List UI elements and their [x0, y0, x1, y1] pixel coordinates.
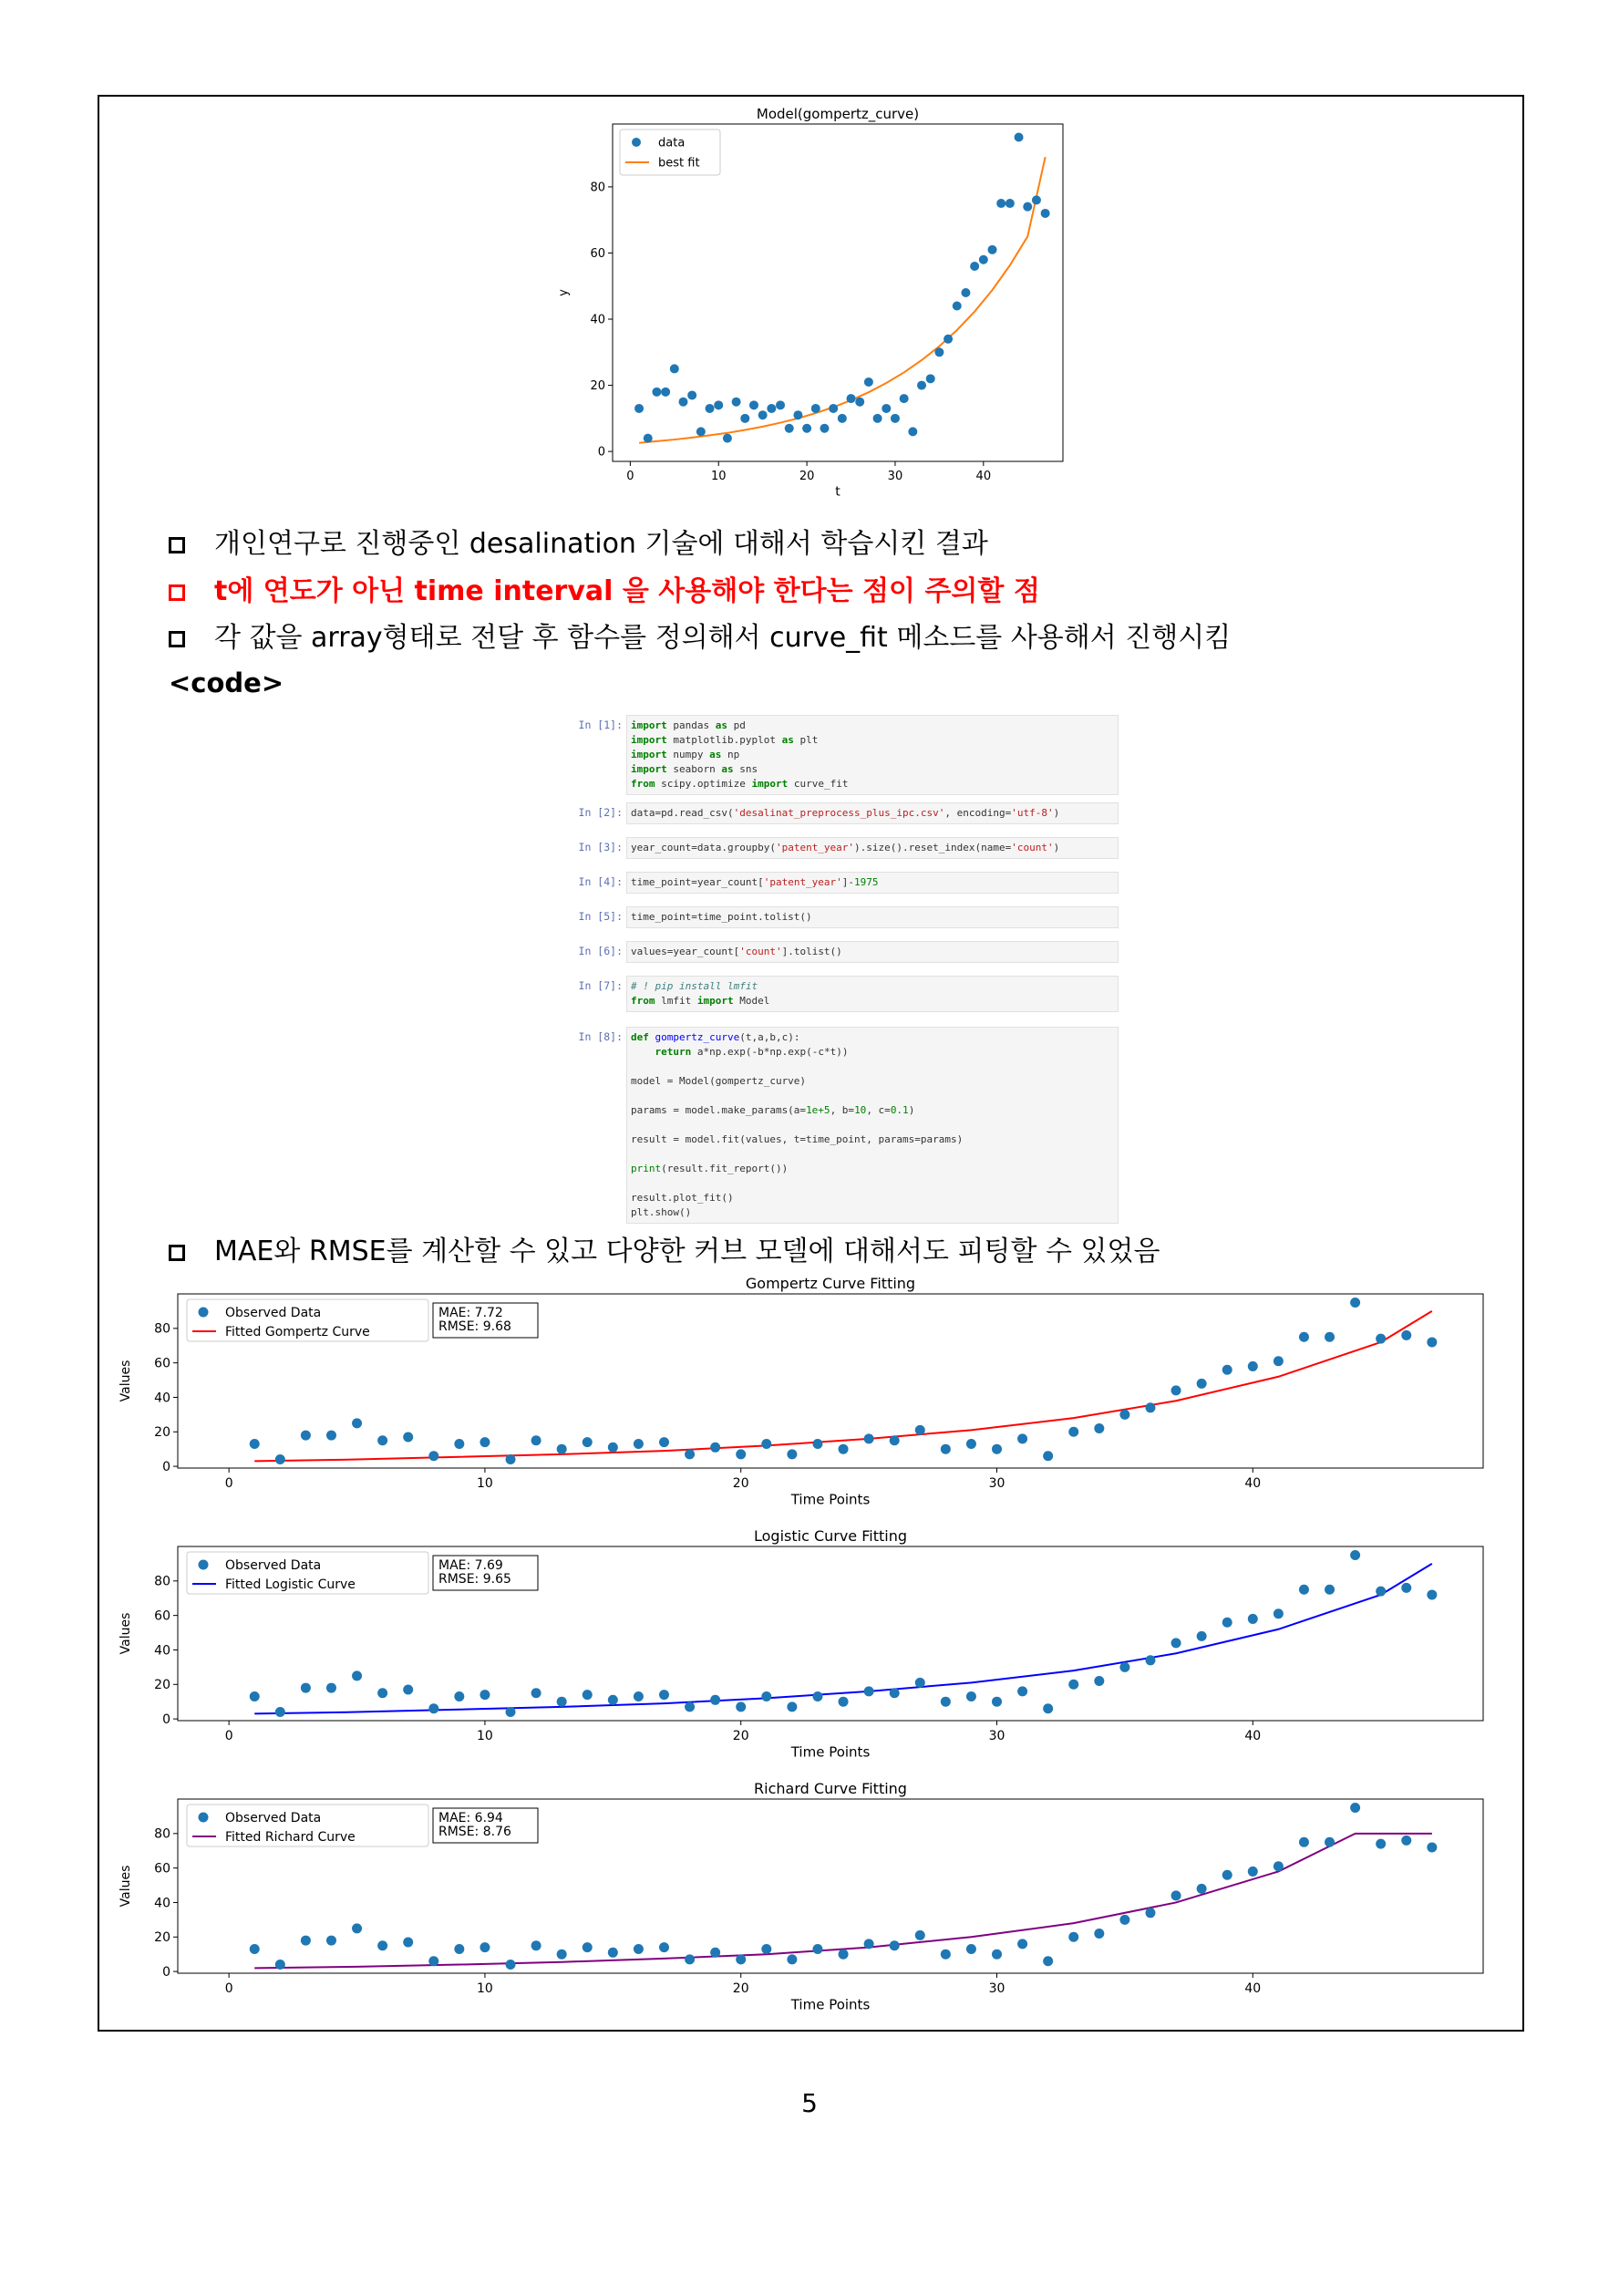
data-point	[1325, 1585, 1335, 1595]
x-tick-label: 20	[732, 1729, 749, 1743]
data-point	[326, 1936, 336, 1946]
data-point	[811, 404, 820, 413]
data-point	[988, 245, 997, 254]
cell-prompt: In [5]:	[578, 910, 623, 923]
bullet-text: MAE와 RMSE를 계산할 수 있고 다양한 커브 모델에 대해서도 피팅할 수 있었음	[214, 1236, 1160, 1267]
data-point	[890, 1688, 900, 1698]
data-point	[1017, 1433, 1027, 1443]
data-point	[1274, 1861, 1284, 1871]
legend-label: Observed Data	[225, 1305, 322, 1320]
data-point	[301, 1936, 311, 1946]
data-point	[326, 1431, 336, 1441]
data-point	[1350, 1550, 1360, 1560]
data-point	[1119, 1915, 1129, 1925]
data-point	[644, 434, 653, 443]
x-tick-label: 10	[477, 1729, 493, 1743]
x-tick-label: 20	[732, 1981, 749, 1996]
data-point	[480, 1942, 490, 1952]
data-point	[736, 1954, 746, 1964]
data-point	[992, 1444, 1002, 1454]
data-point	[802, 424, 811, 433]
x-tick-label: 40	[1244, 1476, 1262, 1491]
data-point	[1248, 1361, 1258, 1371]
data-point	[926, 374, 935, 383]
data-point	[352, 1418, 362, 1428]
data-point	[1145, 1655, 1155, 1665]
metrics-text: RMSE: 9.68	[438, 1319, 511, 1334]
data-point	[710, 1948, 720, 1958]
x-tick-label: 0	[626, 470, 634, 483]
data-point	[812, 1944, 822, 1954]
data-point	[506, 1454, 516, 1464]
data-point	[1068, 1427, 1078, 1437]
x-tick-label: 30	[988, 1729, 1005, 1743]
data-point	[557, 1444, 567, 1454]
metrics-text: RMSE: 8.76	[438, 1825, 511, 1839]
data-point	[685, 1701, 695, 1712]
checkbox-bullet-icon	[169, 584, 185, 601]
data-point	[250, 1691, 260, 1701]
data-point	[1041, 209, 1050, 218]
data-point	[941, 1950, 951, 1960]
x-tick-label: 30	[887, 470, 903, 483]
data-point	[531, 1435, 541, 1445]
y-tick-label: 80	[590, 181, 605, 195]
data-point	[847, 394, 856, 403]
data-point	[812, 1439, 822, 1449]
data-point	[583, 1437, 593, 1447]
y-tick-label: 0	[162, 1965, 170, 1981]
data-point	[634, 1439, 644, 1449]
data-point	[1222, 1870, 1232, 1880]
data-point	[934, 347, 944, 357]
data-point	[992, 1950, 1002, 1960]
legend-marker	[199, 1560, 209, 1570]
data-point	[767, 404, 776, 413]
y-tick-label: 20	[154, 1425, 170, 1441]
data-point	[1350, 1803, 1360, 1813]
data-point	[1248, 1867, 1258, 1877]
data-point	[659, 1942, 669, 1952]
chart-title: Model(gompertz_curve)	[756, 106, 920, 122]
legend-label: Fitted Logistic Curve	[225, 1577, 356, 1592]
data-point	[761, 1691, 771, 1701]
cell-source: import pandas as pd import matplotlib.pyplot as plt import numpy as np import seaborn as sns from scipy.optimize import curve_fit	[626, 715, 1119, 795]
data-point	[608, 1695, 618, 1705]
data-point	[1017, 1686, 1027, 1696]
x-tick-label: 0	[224, 1729, 233, 1743]
checkbox-bullet-icon	[169, 1245, 185, 1261]
data-point	[1401, 1583, 1411, 1593]
data-point	[1171, 1638, 1181, 1648]
data-point	[966, 1439, 976, 1449]
y-tick-label: 20	[154, 1678, 170, 1693]
data-point	[736, 1701, 746, 1712]
data-point	[1171, 1385, 1181, 1395]
data-point	[1032, 195, 1041, 204]
data-point	[1401, 1836, 1411, 1846]
data-point	[839, 1697, 849, 1707]
code-notebook	[572, 706, 1119, 1216]
y-axis-label: Values	[119, 1865, 133, 1908]
data-point	[787, 1701, 797, 1712]
data-point	[864, 1939, 874, 1949]
data-point	[1274, 1356, 1284, 1366]
legend-label: Observed Data	[225, 1810, 322, 1825]
cell-source: time_point=year_count['patent_year']-1975	[626, 872, 1119, 894]
data-point	[670, 364, 679, 373]
richard-fitting-chart	[109, 1777, 1513, 2032]
x-tick-label: 40	[1244, 1729, 1262, 1743]
data-point	[915, 1930, 925, 1940]
data-point	[403, 1684, 413, 1694]
x-tick-label: 30	[988, 1476, 1005, 1491]
bullet-text: 개인연구로 진행중인 desalination 기술에 대해서 학습시킨 결과	[214, 528, 988, 560]
data-point	[761, 1944, 771, 1954]
legend-marker	[632, 138, 641, 147]
data-point	[1015, 133, 1024, 142]
data-point	[1427, 1337, 1437, 1347]
data-point	[652, 388, 661, 397]
data-point	[787, 1449, 797, 1459]
data-point	[678, 398, 687, 407]
data-point	[829, 404, 838, 413]
data-point	[685, 1449, 695, 1459]
data-point	[873, 414, 882, 423]
data-point	[1094, 1929, 1104, 1939]
data-point	[608, 1443, 618, 1453]
data-point	[1197, 1884, 1207, 1894]
x-tick-label: 10	[477, 1981, 493, 1996]
legend-label: data	[658, 136, 686, 150]
data-point	[1401, 1330, 1411, 1340]
y-tick-label: 0	[597, 445, 605, 460]
data-point	[992, 1697, 1002, 1707]
data-point	[785, 424, 794, 433]
data-point	[793, 410, 802, 419]
data-point	[480, 1690, 490, 1700]
data-point	[864, 1433, 874, 1443]
bullet-text: t에 연도가 아닌 time interval 을 사용해야 한다는 점이 주의할 점	[214, 575, 1040, 607]
data-point	[1145, 1402, 1155, 1412]
data-point	[838, 414, 847, 423]
data-point	[1119, 1662, 1129, 1672]
data-point	[403, 1937, 413, 1947]
data-point	[941, 1444, 951, 1454]
data-point	[900, 394, 909, 403]
cell-prompt: In [1]:	[578, 719, 623, 731]
data-point	[1376, 1334, 1386, 1344]
data-point	[966, 1944, 976, 1954]
data-point	[685, 1954, 695, 1964]
y-tick-label: 60	[590, 247, 605, 262]
data-point	[855, 398, 864, 407]
page-number: 5	[801, 2088, 818, 2118]
y-tick-label: 40	[590, 313, 605, 327]
data-point	[583, 1942, 593, 1952]
data-point	[634, 1691, 644, 1701]
x-tick-label: 10	[710, 470, 727, 483]
data-point	[428, 1956, 438, 1966]
data-point	[723, 434, 732, 443]
data-point	[1043, 1451, 1053, 1461]
cell-source: data=pd.read_csv('desalinat_preprocess_plus_ipc.csv', encoding='utf-8')	[626, 802, 1119, 824]
legend-label: best fit	[658, 156, 700, 171]
data-point	[1325, 1837, 1335, 1847]
data-point	[1376, 1839, 1386, 1849]
x-tick-label: 30	[988, 1981, 1005, 1996]
data-point	[454, 1944, 464, 1954]
y-tick-label: 20	[590, 379, 605, 394]
data-point	[890, 1435, 900, 1445]
code-heading: <code>	[169, 667, 284, 698]
data-point	[710, 1695, 720, 1705]
x-tick-label: 20	[799, 470, 815, 483]
data-point	[1023, 202, 1032, 212]
data-point	[917, 381, 926, 390]
data-point	[659, 1437, 669, 1447]
cell-source: values=year_count['count'].tolist()	[626, 941, 1119, 963]
y-tick-label: 80	[154, 1574, 170, 1589]
data-point	[454, 1439, 464, 1449]
y-tick-label: 60	[154, 1356, 170, 1371]
legend-label: Observed Data	[225, 1557, 322, 1573]
data-point	[1299, 1585, 1309, 1595]
data-point	[1094, 1423, 1104, 1433]
data-point	[403, 1432, 413, 1442]
cell-prompt: In [8]:	[578, 1030, 623, 1043]
data-point	[428, 1451, 438, 1461]
cell-prompt: In [6]:	[578, 945, 623, 957]
x-axis-label: Time Points	[790, 1996, 871, 2013]
data-point	[839, 1444, 849, 1454]
data-point	[891, 414, 900, 423]
checkbox-bullet-icon	[169, 631, 185, 647]
bullet-metrics	[169, 1234, 1160, 1270]
y-tick-label: 0	[162, 1712, 170, 1728]
data-point	[428, 1703, 438, 1713]
data-point	[758, 410, 768, 419]
data-point	[1248, 1614, 1258, 1624]
bullet-caution	[169, 574, 1040, 610]
legend-marker	[199, 1813, 209, 1823]
y-tick-label: 20	[154, 1930, 170, 1946]
y-tick-label: 80	[154, 1826, 170, 1842]
data-point	[908, 427, 917, 436]
data-point	[740, 414, 749, 423]
bullet-result	[169, 526, 988, 563]
data-point	[583, 1690, 593, 1700]
chart-title: Richard Curve Fitting	[754, 1780, 907, 1797]
data-point	[377, 1435, 387, 1445]
data-point	[820, 424, 829, 433]
data-point	[1197, 1379, 1207, 1389]
y-tick-label: 40	[154, 1391, 170, 1406]
y-tick-label: 40	[154, 1896, 170, 1911]
data-point	[557, 1950, 567, 1960]
data-point	[966, 1691, 976, 1701]
data-point	[696, 427, 706, 436]
data-point	[1427, 1589, 1437, 1599]
data-point	[377, 1940, 387, 1950]
cell-source: year_count=data.groupby('patent_year').size().reset_index(name='count')	[626, 837, 1119, 859]
data-point	[687, 390, 696, 399]
data-point	[761, 1439, 771, 1449]
data-point	[1222, 1365, 1232, 1375]
chart-title: Gompertz Curve Fitting	[745, 1275, 916, 1292]
data-point	[250, 1439, 260, 1449]
cell-prompt: In [2]:	[578, 806, 623, 819]
cell-prompt: In [3]:	[578, 841, 623, 853]
x-tick-label: 0	[224, 1981, 233, 1996]
legend-label: Fitted Gompertz Curve	[225, 1324, 370, 1339]
data-point	[944, 335, 953, 344]
data-point	[352, 1670, 362, 1681]
legend-marker	[199, 1308, 209, 1318]
data-point	[1068, 1932, 1078, 1942]
data-point	[1299, 1837, 1309, 1847]
metrics-text: MAE: 6.94	[438, 1811, 503, 1825]
y-axis-label: y	[557, 289, 571, 296]
data-point	[275, 1454, 285, 1464]
data-point	[1119, 1410, 1129, 1420]
data-point	[1171, 1890, 1181, 1900]
data-point	[706, 404, 715, 413]
metrics-text: MAE: 7.69	[438, 1558, 503, 1573]
checkbox-bullet-icon	[169, 537, 185, 553]
legend-label: Fitted Richard Curve	[225, 1829, 356, 1845]
data-point	[970, 262, 979, 271]
cell-source: # ! pip install lmfit from lmfit import Model	[626, 976, 1119, 1012]
data-point	[1427, 1842, 1437, 1852]
y-axis-label: Values	[119, 1612, 133, 1655]
data-point	[996, 199, 1005, 208]
data-point	[506, 1960, 516, 1970]
logistic-fitting-chart	[109, 1525, 1513, 1780]
data-point	[890, 1940, 900, 1950]
data-point	[953, 302, 962, 311]
bullet-text: 각 값을 array형태로 전달 후 함수를 정의해서 curve_fit 메소드를 사용해서 진행시킴	[214, 622, 1232, 654]
x-axis-label: Time Points	[790, 1743, 871, 1761]
data-point	[1068, 1680, 1078, 1690]
data-point	[961, 288, 970, 297]
data-point	[275, 1707, 285, 1717]
gompertz-model-chart	[547, 91, 1076, 511]
bullet-method	[169, 620, 1231, 657]
data-point	[915, 1425, 925, 1435]
y-tick-label: 40	[154, 1643, 170, 1659]
data-point	[531, 1940, 541, 1950]
data-point	[352, 1923, 362, 1933]
y-tick-label: 80	[154, 1321, 170, 1337]
data-point	[1094, 1676, 1104, 1686]
data-point	[732, 398, 741, 407]
data-point	[776, 400, 785, 409]
data-point	[864, 377, 873, 387]
data-point	[557, 1697, 567, 1707]
data-point	[749, 400, 758, 409]
data-point	[454, 1691, 464, 1701]
data-point	[736, 1449, 746, 1459]
data-point	[839, 1950, 849, 1960]
x-tick-label: 0	[224, 1476, 233, 1491]
x-tick-label: 20	[732, 1476, 749, 1491]
data-point	[301, 1683, 311, 1693]
data-point	[275, 1960, 285, 1970]
data-point	[864, 1686, 874, 1696]
chart-title: Logistic Curve Fitting	[753, 1527, 908, 1545]
x-axis-label: Time Points	[790, 1491, 871, 1508]
data-point	[1325, 1332, 1335, 1342]
data-point	[1376, 1587, 1386, 1597]
data-point	[979, 255, 988, 264]
cell-source: time_point=time_point.tolist()	[626, 906, 1119, 928]
data-point	[506, 1707, 516, 1717]
data-point	[301, 1431, 311, 1441]
data-point	[661, 388, 670, 397]
y-tick-label: 0	[162, 1460, 170, 1475]
data-point	[531, 1688, 541, 1698]
cell-prompt: In [4]:	[578, 875, 623, 888]
data-point	[326, 1683, 336, 1693]
data-point	[480, 1437, 490, 1447]
data-point	[710, 1443, 720, 1453]
metrics-text: RMSE: 9.65	[438, 1572, 511, 1587]
data-point	[787, 1954, 797, 1964]
data-point	[659, 1690, 669, 1700]
x-tick-label: 40	[1244, 1981, 1262, 1996]
data-point	[634, 1944, 644, 1954]
cell-prompt: In [7]:	[578, 979, 623, 992]
data-point	[250, 1944, 260, 1954]
data-point	[1145, 1908, 1155, 1918]
y-tick-label: 60	[154, 1861, 170, 1877]
data-point	[941, 1697, 951, 1707]
cell-source: def gompertz_curve(t,a,b,c): return a*np.exp(-b*np.exp(-c*t)) model = Model(gompertz_curve) params = model.make_params(a=1e+5, b=10, c=0.1) result = model.fit(values, t=time_point, params=params) print(result.fit_report()) result.plot_fit() plt.show()	[626, 1027, 1119, 1224]
x-tick-label: 10	[477, 1476, 493, 1491]
data-point	[634, 404, 644, 413]
data-point	[812, 1691, 822, 1701]
data-point	[1350, 1298, 1360, 1308]
data-point	[1299, 1332, 1309, 1342]
data-point	[1005, 199, 1015, 208]
x-axis-label: t	[835, 484, 840, 500]
y-tick-label: 60	[154, 1608, 170, 1624]
data-point	[714, 400, 723, 409]
data-point	[1274, 1608, 1284, 1619]
metrics-text: MAE: 7.72	[438, 1306, 503, 1320]
x-tick-label: 40	[975, 470, 992, 483]
data-point	[915, 1678, 925, 1688]
data-point	[1043, 1956, 1053, 1966]
data-point	[1043, 1703, 1053, 1713]
y-axis-label: Values	[119, 1360, 133, 1402]
data-point	[1017, 1939, 1027, 1949]
data-point	[608, 1948, 618, 1958]
data-point	[377, 1688, 387, 1698]
data-point	[1197, 1631, 1207, 1641]
data-point	[1222, 1618, 1232, 1628]
data-point	[882, 404, 891, 413]
gompertz-fitting-chart	[109, 1272, 1513, 1527]
